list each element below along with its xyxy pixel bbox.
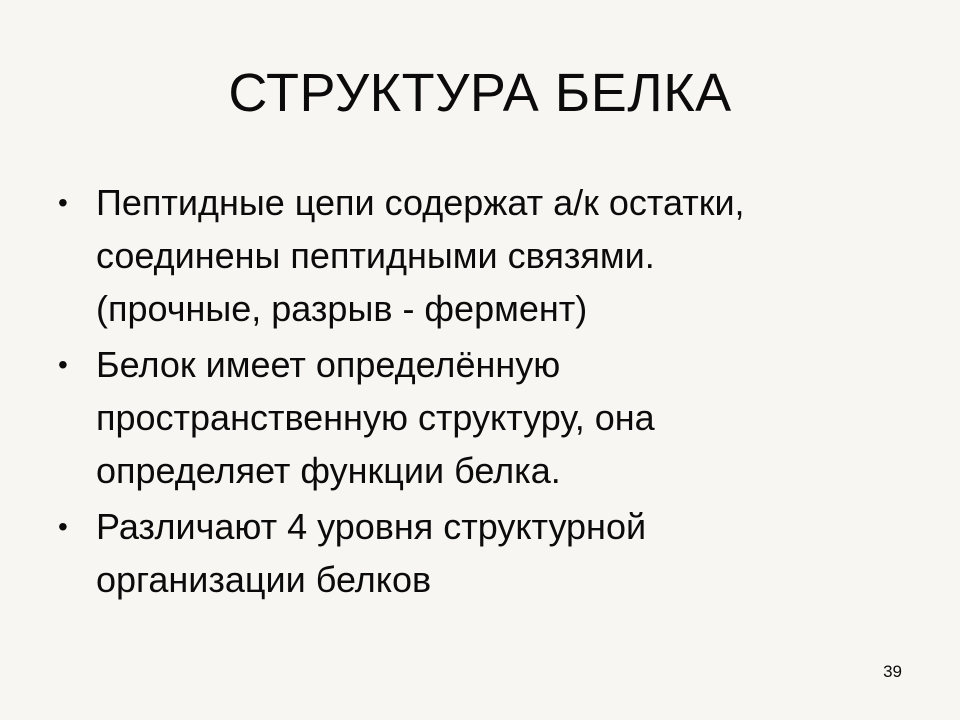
bullet-line: пространственную структуру, она [96, 397, 655, 438]
bullet-icon: • [58, 187, 68, 218]
bullet-line: организации белков [96, 559, 432, 600]
bullet-line: Различают 4 уровня структурной [96, 506, 647, 547]
bullet-line: (прочные, разрыв - фермент) [96, 288, 588, 329]
bullet-line: определяет функции белка. [96, 450, 561, 491]
bullet-line: Белок имеет определённую [96, 344, 561, 385]
bullet-item-structure-levels [58, 500, 896, 606]
bullet-line: Пептидные цепи содержат а/к остатки, [96, 182, 745, 223]
slide-title: СТРУКТУРА БЕЛКА [228, 63, 732, 123]
bullet-icon: • [58, 511, 68, 542]
slide-page-number: 39 [883, 662, 902, 681]
bullet-line: соединены пептидными связями. [96, 235, 655, 276]
bullet-item-peptide-chains [58, 176, 896, 335]
bullet-item-spatial-structure [58, 338, 896, 497]
bullet-icon: • [58, 349, 68, 380]
